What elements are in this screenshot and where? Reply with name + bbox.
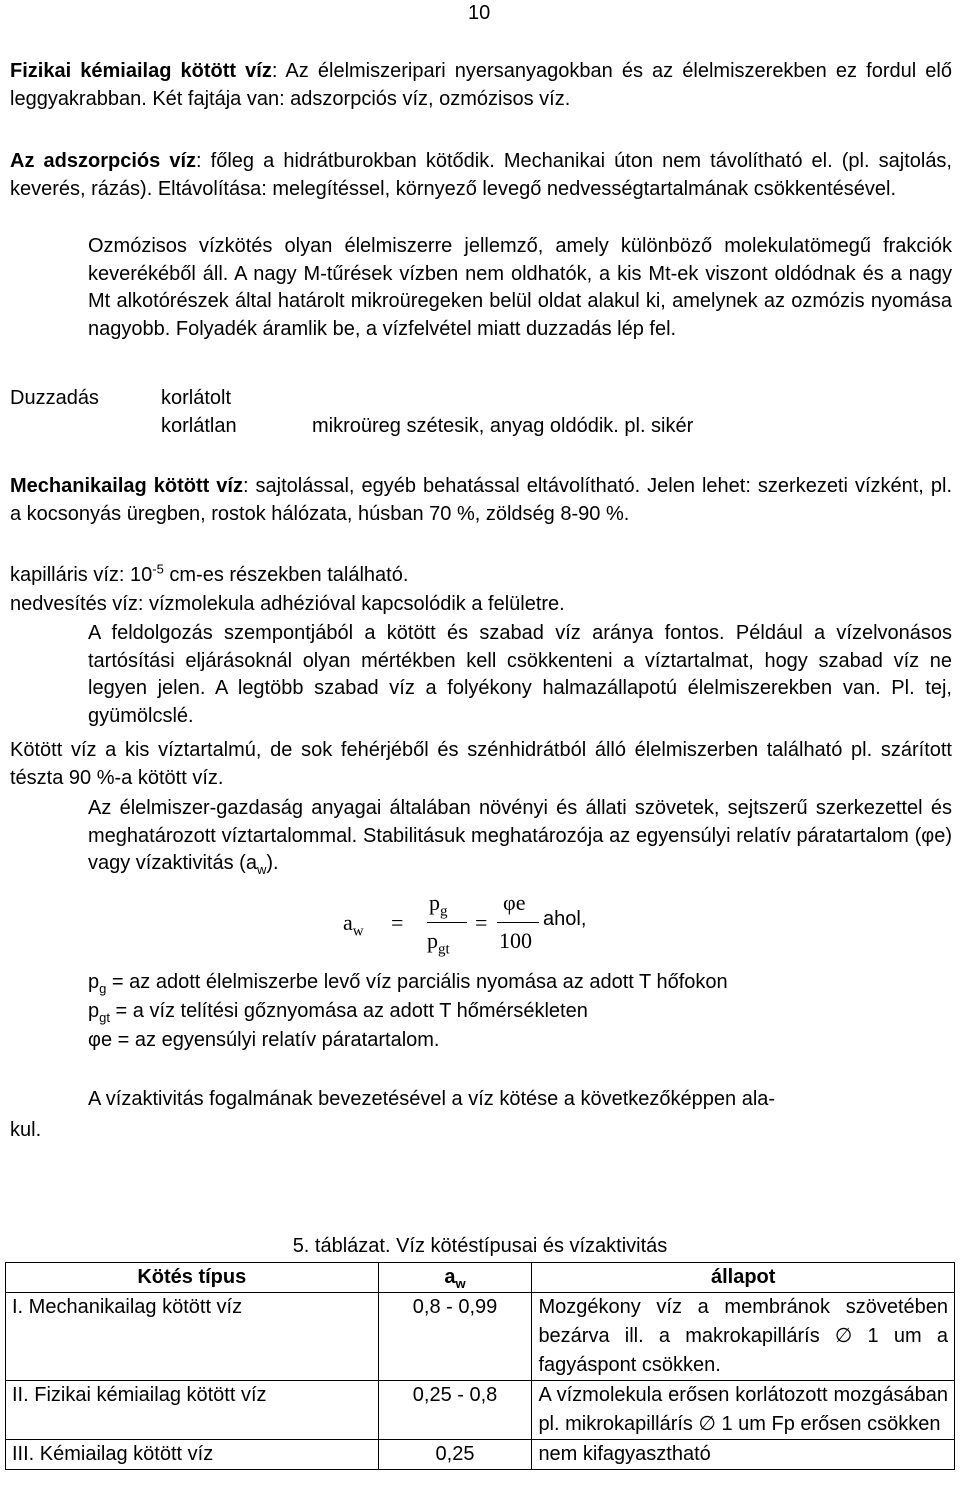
swelling-label: Duzzadás <box>10 387 99 409</box>
paragraph-text: : sajtolással, egyéb behatással eltávolítható. Jelen lehet: szerkezeti vízként, pl. a kocsonyás üregben, rostok hálózata, húsban 70 %, zöldség 8-90 %. <box>10 475 952 525</box>
fraction-line-2 <box>497 922 539 923</box>
definition-phie: φe = az egyensúlyi relatív páratartalom. <box>88 1029 440 1051</box>
water-binding-table <box>5 1262 955 1470</box>
paragraph-wetting-water: nedvesítés víz: vízmolekula adhézióval kapcsolódik a felületre. <box>10 593 565 615</box>
swelling-unlimited-desc: mikroüreg szétesik, anyag oldódik. pl. sikér <box>312 415 694 437</box>
cell-state: Mozgékony víz a membránok szövetében bezárva ill. a makrokapillárís ∅ 1 um a fagyáspont csökken. <box>532 1293 955 1381</box>
paragraph-osmotic-binding: Ozmózisos vízkötés olyan élelmiszerre jellemző, amely különböző molekulatömegű frakciók keverékéből áll. A nagy M-tűrések vízben nem oldhatók, a kis Mt-ek viszont oldódnak és a nagy Mt alkotórészek által határolt mikroüregeken belül oldat alakul ki, amelynek az ozmózis nyomása nagyobb. Folyadék áramlik be, a vízfelvétel miatt duzzadás lép fel. <box>88 235 952 340</box>
paragraph-capillary-water <box>10 562 952 590</box>
paragraph-bound-water-low: Kötött víz a kis víztartalmú, de sok fehérjéből és szénhidrátból álló élelmiszerben található pl. szárított tészta 90 %-a kötött víz. <box>10 739 952 789</box>
formula-lhs: $a_w$ <box>343 910 364 940</box>
cell-type: III. Kémiailag kötött víz <box>6 1440 379 1470</box>
text: Az élelmiszer-gazdaság anyagai általában növényi és állati szövetek, sejtszerű szerkezettel és meghatározott víztartalommal. Stabilitásuk meghatározója az egyensúlyi relatív páratartalom (φe) vagy vízaktivitás (a <box>88 797 952 874</box>
subscript: w <box>256 862 267 877</box>
cell-aw: 0,25 - 0,8 <box>378 1381 532 1440</box>
header-aw: $a_w$ <box>378 1263 532 1293</box>
swelling-unlimited: korlátlan <box>161 415 237 437</box>
cell-aw: 0,25 <box>378 1440 532 1470</box>
table-caption: 5. táblázat. Víz kötéstípusai és vízaktivitás <box>292 1235 668 1257</box>
definition-pgt: $p_{gt} = a$ víz telítési gőznyomása az adott T hőmérsékleten <box>88 1000 588 1025</box>
table-row <box>6 1381 955 1440</box>
superscript: -5 <box>152 561 164 577</box>
header-binding-type: Kötés típus <box>6 1263 379 1293</box>
formula-numerator-2: φe <box>503 890 526 915</box>
paragraph-water-activity-intro-end: kul. <box>10 1119 42 1141</box>
cell-state: nem kifagyasztható <box>532 1440 955 1470</box>
cell-state: A vízmolekula erősen korlátozott mozgásában pl. mikrokapillárís ∅ 1 um Fp erősen csökken <box>532 1381 955 1440</box>
term: Mechanikailag kötött víz <box>10 475 243 497</box>
paragraph-adsorption-water <box>10 148 952 203</box>
formula-eq-2: = <box>475 910 488 935</box>
formula-eq-1: = <box>391 910 404 935</box>
cell-type: I. Mechanikailag kötött víz <box>6 1293 379 1381</box>
paragraph-mechanically-bound-water <box>10 473 952 528</box>
paragraph-water-activity-intro: A vízaktivitás fogalmának bevezetésével a víz kötése a következőképpen ala- <box>88 1088 776 1110</box>
page-number: 10 <box>468 2 491 24</box>
header-state: állapot <box>532 1263 955 1293</box>
swelling-limited: korlátolt <box>161 387 232 409</box>
cell-aw: 0,8 - 0,99 <box>378 1293 532 1381</box>
cell-type: II. Fizikai kémiailag kötött víz <box>6 1381 379 1440</box>
paragraph-text: : Az élelmiszeripari nyersanyagokban és az élelmiszerekben ez fordul elő leggyakrabban. Két fajtája van: adszorpciós víz, ozmózisos víz. <box>10 60 952 110</box>
paragraph-text: : főleg a hidrátburokban kötődik. Mechanikai úton nem távolítható el. (pl. sajtolás, keverés, rázás). Eltávolítása: melegítéssel, környező levegő nedvességtartalmának csökkentésével. <box>10 150 952 200</box>
fraction-line-1 <box>427 922 467 923</box>
water-activity-formula <box>343 888 663 958</box>
formula-tail: ahol, <box>543 908 587 930</box>
term: Az adszorpciós víz <box>10 150 197 172</box>
paragraph-physchem-bound-water <box>10 58 952 113</box>
term: Fizikai kémiailag kötött víz <box>10 60 272 82</box>
definition-pg: $p_g$ = az adott élelmiszerbe levő víz parciális nyomása az adott T hőfokon <box>88 971 728 996</box>
text: cm-es részekben található. <box>163 564 409 586</box>
text: ). <box>266 852 279 874</box>
formula-denominator-1: $p_{gt}$ <box>427 928 450 958</box>
text: kapilláris víz: 10 <box>10 564 153 586</box>
paragraph-food-materials <box>10 795 952 878</box>
table-row <box>6 1440 955 1470</box>
formula-denominator-2: 100 <box>499 928 532 953</box>
formula-numerator-1: $p_g$ <box>429 890 448 920</box>
paragraph-processing: A feldolgozás szempontjából a kötött és szabad víz aránya fontos. Például a vízelvonásos tartósítási eljárásoknál olyan mértékben kell csökkenteni a víztartalmat, hogy szabad víz ne legyen jelen. A legtöbb szabad víz a folyékony halmazállapotú élelmiszerekben van. Pl. tej, gyümölcslé. <box>88 622 952 727</box>
table-row <box>6 1293 955 1381</box>
table-header-row <box>6 1263 955 1293</box>
